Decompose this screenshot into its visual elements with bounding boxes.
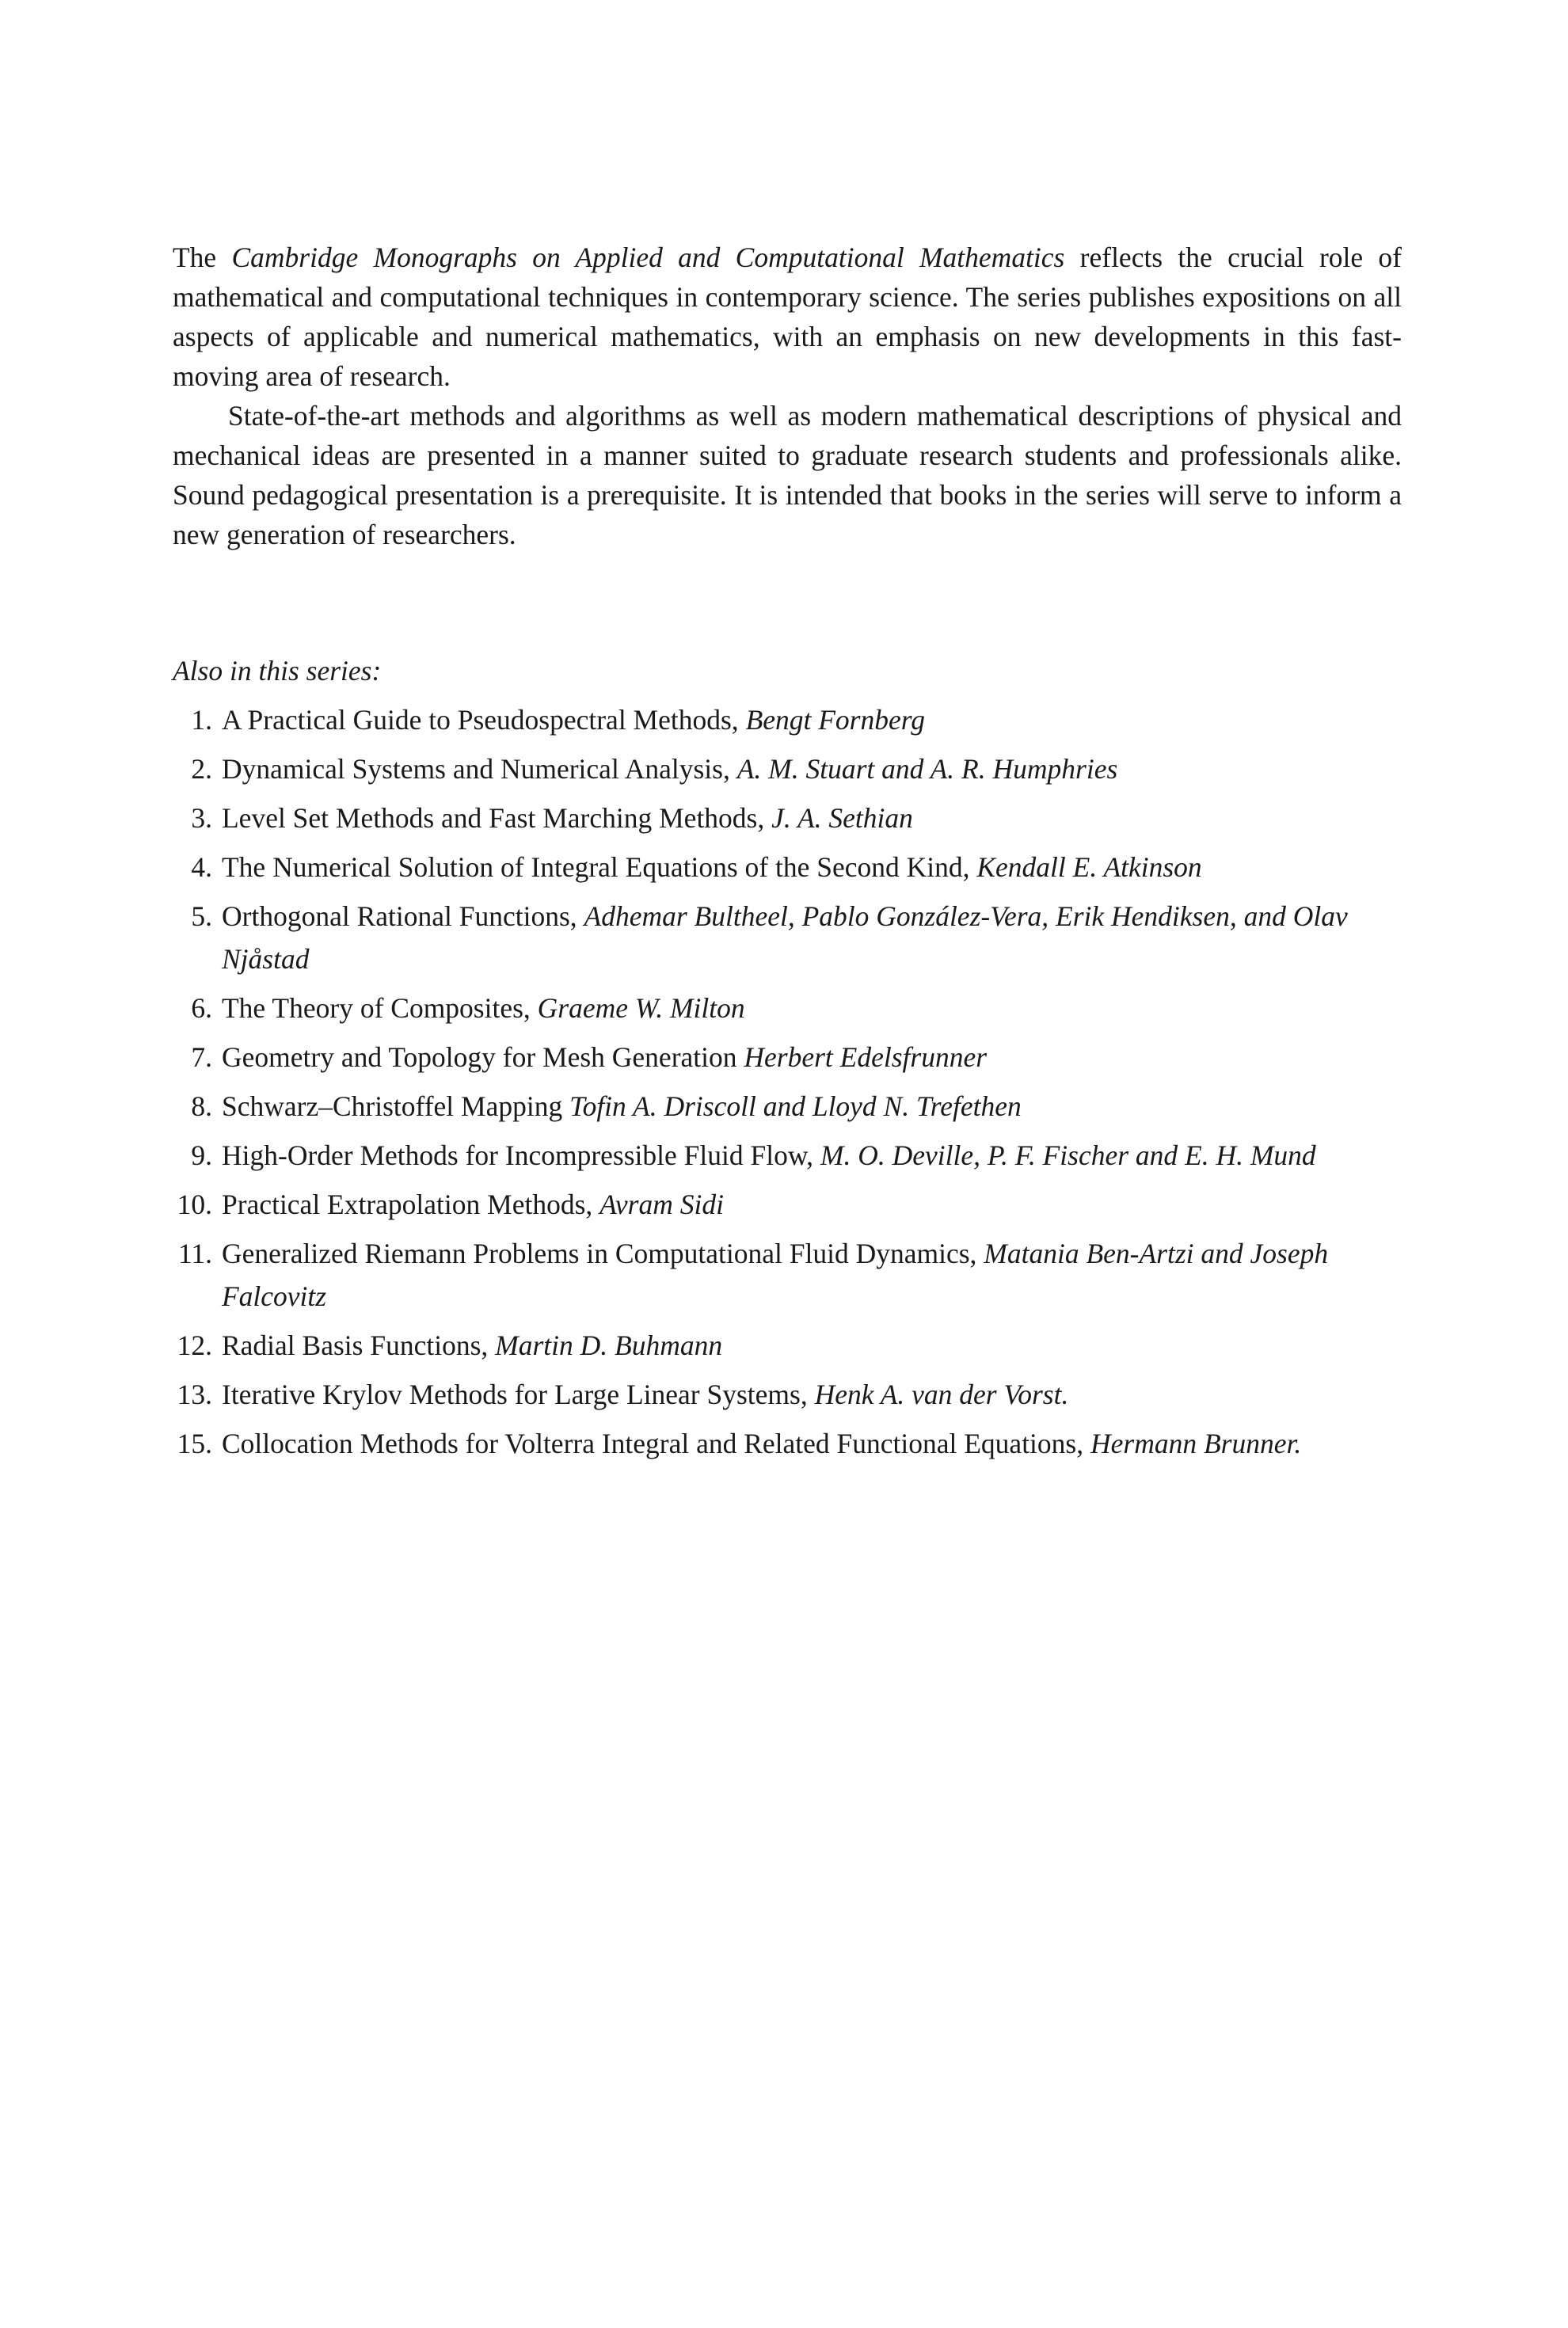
list-item bbox=[173, 747, 1402, 790]
item-number: 8. bbox=[191, 1090, 212, 1122]
list-item bbox=[173, 1324, 1402, 1367]
list-item bbox=[173, 846, 1402, 888]
item-number: 5. bbox=[191, 900, 212, 932]
book-author: Hermann Brunner. bbox=[1090, 1428, 1302, 1459]
book-author: Adhemar Bultheel, Pablo González-Vera, Erik Hendiksen, and Olav Njåstad bbox=[222, 900, 1348, 975]
list-item bbox=[173, 1373, 1402, 1416]
item-number: 12. bbox=[177, 1329, 212, 1361]
item-number: 13. bbox=[177, 1379, 212, 1410]
item-number: 3. bbox=[191, 802, 212, 834]
series-description bbox=[173, 238, 1402, 554]
intro-suffix: reflects the crucial role of mathematical and computational techniques in contemporary science. The series publishes expositions on all aspects of applicable and numerical mathematics, with an emphasis on new developments in this fast-moving area of research. bbox=[173, 242, 1402, 392]
book-title: Level Set Methods and Fast Marching Methods, bbox=[222, 802, 772, 834]
item-number: 9. bbox=[191, 1139, 212, 1171]
book-author: A. M. Stuart and A. R. Humphries bbox=[736, 753, 1118, 785]
item-number: 7. bbox=[191, 1041, 212, 1073]
book-author: Henk A. van der Vorst. bbox=[814, 1379, 1069, 1410]
item-number: 4. bbox=[191, 851, 212, 883]
book-author: Kendall E. Atkinson bbox=[976, 851, 1202, 883]
book-title: A Practical Guide to Pseudospectral Methods, bbox=[222, 704, 746, 736]
book-author: Graeme W. Milton bbox=[537, 992, 745, 1024]
list-item bbox=[173, 1036, 1402, 1078]
list-item bbox=[173, 1422, 1402, 1465]
book-title: Schwarz–Christoffel Mapping bbox=[222, 1090, 570, 1122]
book-title: Practical Extrapolation Methods, bbox=[222, 1189, 600, 1220]
book-author: Avram Sidi bbox=[599, 1189, 724, 1220]
series-list bbox=[173, 698, 1402, 1465]
book-title: Geometry and Topology for Mesh Generation bbox=[222, 1041, 744, 1073]
list-item bbox=[173, 1134, 1402, 1177]
book-author: Matania Ben-Artzi and Joseph Falcovitz bbox=[222, 1238, 1329, 1312]
book-author: Herbert Edelsfrunner bbox=[744, 1041, 988, 1073]
list-item bbox=[173, 1085, 1402, 1128]
list-item bbox=[173, 1183, 1402, 1226]
book-title: The Numerical Solution of Integral Equations of the Second Kind, bbox=[222, 851, 977, 883]
book-author: Tofin A. Driscoll and Lloyd N. Trefethen bbox=[569, 1090, 1022, 1122]
list-item bbox=[173, 1232, 1402, 1318]
book-title: Iterative Krylov Methods for Large Linear Systems, bbox=[222, 1379, 815, 1410]
book-title: Generalized Riemann Problems in Computational Fluid Dynamics, bbox=[222, 1238, 984, 1269]
book-title: High-Order Methods for Incompressible Fluid Flow, bbox=[222, 1139, 820, 1171]
book-title: Collocation Methods for Volterra Integral and Related Functional Equations, bbox=[222, 1428, 1090, 1459]
book-author: Bengt Fornberg bbox=[745, 704, 925, 736]
intro-paragraph-1 bbox=[173, 238, 1402, 396]
item-number: 15. bbox=[177, 1428, 212, 1459]
item-number: 1. bbox=[191, 704, 212, 736]
page bbox=[173, 238, 1402, 1471]
book-title: Radial Basis Functions, bbox=[222, 1329, 496, 1361]
list-item bbox=[173, 797, 1402, 839]
series-title: Cambridge Monographs on Applied and Computational Mathematics bbox=[231, 242, 1065, 273]
item-number: 6. bbox=[191, 992, 212, 1024]
list-item bbox=[173, 895, 1402, 980]
item-number: 10. bbox=[177, 1189, 212, 1220]
list-item bbox=[173, 987, 1402, 1029]
intro-paragraph-2: State-of-the-art methods and algorithms as well as modern mathematical descriptions of physical and mechanical ideas are presented in a manner suited to graduate research students and professionals alike. Sound pedagogical presentation is a prerequisite. It is intended that books in the series will serve to inform a new generation of researchers. bbox=[173, 400, 1402, 550]
item-number: 11. bbox=[177, 1238, 212, 1269]
series-heading: Also in this series: bbox=[173, 655, 382, 687]
book-author: Martin D. Buhmann bbox=[495, 1329, 723, 1361]
list-item bbox=[173, 698, 1402, 741]
book-title: Dynamical Systems and Numerical Analysis, bbox=[222, 753, 737, 785]
book-author: M. O. Deville, P. F. Fischer and E. H. Mund bbox=[820, 1139, 1316, 1171]
item-number: 2. bbox=[191, 753, 212, 785]
book-author: J. A. Sethian bbox=[771, 802, 913, 834]
intro-prefix: The bbox=[173, 242, 232, 273]
book-title: The Theory of Composites, bbox=[222, 992, 538, 1024]
book-title: Orthogonal Rational Functions, bbox=[222, 900, 584, 932]
